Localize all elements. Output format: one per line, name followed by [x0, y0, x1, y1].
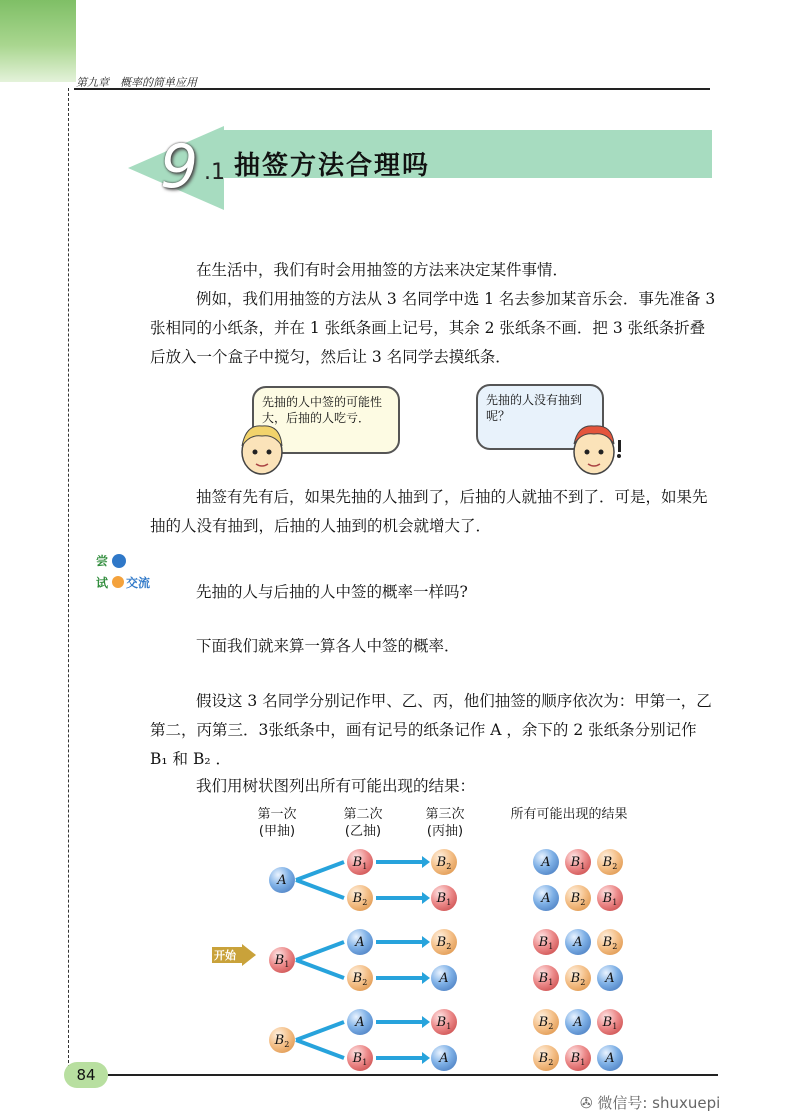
paragraph-calc: 下面我们就来算一算各人中签的概率．	[196, 637, 460, 655]
paragraph-example: 例如，我们用抽签的方法从 3 名同学中选 1 名去参加某音乐会．事先准备 3 张相同的小纸条，并在 1 张纸条画上记号，其余 2 张纸条不画．把 3 张纸条折叠后放入一个盒子中搅匀，然后让 3 名同学去摸纸条．	[150, 290, 716, 366]
margin-dashed-line	[68, 88, 69, 1068]
branch-line-2-2	[296, 960, 344, 978]
badge-char-3: 交流	[126, 576, 151, 590]
result-ball-1-3: B 2	[597, 849, 623, 875]
branch-line-2-1	[296, 942, 344, 960]
arrow-head-3-2	[422, 1052, 430, 1064]
chapter-header: 第九章 概率的简单应用	[76, 76, 197, 89]
section-subnumber: .1	[204, 160, 225, 185]
tree-node-third-2-1: B 2	[431, 929, 457, 955]
result-ball-3-3: B 2	[597, 929, 623, 955]
start-label: 开始	[214, 949, 236, 962]
tree-node-third-3-1: B 1	[431, 1009, 457, 1035]
arrow-head-1-2	[422, 892, 430, 904]
tree-header-2	[330, 806, 396, 840]
badge-char-2: 试	[96, 576, 109, 590]
tree-header-3-sub: (丙抽)	[426, 824, 464, 839]
tree-node-first-3: B 2	[269, 1027, 295, 1053]
result-ball-1-2: B 1	[565, 849, 591, 875]
tree-header-1	[244, 806, 310, 840]
result-ball-1-1: A	[533, 849, 559, 875]
paragraph-order: 抽签有先有后，如果先抽的人抽到了，后抽的人就抽不到了．可是，如果先抽的人没有抽到，后抽的人抽到的机会就增大了．	[150, 488, 708, 535]
result-ball-3-2: A	[565, 929, 591, 955]
result-ball-5-2: A	[565, 1009, 591, 1035]
arrow-head-3-1	[422, 1016, 430, 1028]
tree-header-2-label: 第二次	[343, 807, 383, 822]
corner-decoration	[0, 0, 76, 82]
section-title: 抽签方法合理吗	[234, 151, 431, 181]
tree-node-first-2: B 1	[269, 947, 295, 973]
result-ball-2-2: B 2	[565, 885, 591, 911]
page-number: 84	[64, 1062, 108, 1088]
branch-line-1-2	[296, 880, 344, 898]
question-text: 先抽的人与后抽的人中签的概率一样吗?	[196, 583, 468, 601]
watermark	[580, 1092, 720, 1113]
tree-node-second-3-2: B 1	[347, 1045, 373, 1071]
result-ball-4-3: A	[597, 965, 623, 991]
tree-node-third-1-2: B 1	[431, 885, 457, 911]
result-ball-4-2: B 2	[565, 965, 591, 991]
branch-line-3-1	[296, 1022, 344, 1040]
tree-header-4	[494, 806, 644, 823]
branch-line-3-2	[296, 1040, 344, 1058]
result-ball-2-3: B 1	[597, 885, 623, 911]
tree-node-third-2-2: A	[431, 965, 457, 991]
paragraph-intro: 在生活中，我们有时会用抽签的方法来决定某件事情．	[196, 261, 569, 279]
badge-char-1: 尝	[96, 554, 109, 568]
boy-character-icon	[236, 418, 288, 478]
tree-header-1-sub: (甲抽)	[258, 824, 296, 839]
result-ball-3-1: B 1	[533, 929, 559, 955]
tree-header-4-label: 所有可能出现的结果	[510, 807, 628, 822]
girl-character-icon	[566, 414, 628, 478]
speech-bubble-left: 先抽的人中签的可能性大，后抽的人吃亏．	[252, 386, 400, 454]
footer-rule	[108, 1074, 718, 1076]
result-ball-4-1: B 1	[533, 965, 559, 991]
result-ball-5-3: B 1	[597, 1009, 623, 1035]
paragraph-tree-intro: 我们用树状图列出所有可能出现的结果：	[196, 777, 476, 795]
tree-node-second-1-2: B 2	[347, 885, 373, 911]
tree-node-second-2-2: B 2	[347, 965, 373, 991]
badge-dot-orange	[112, 576, 124, 588]
result-ball-2-1: A	[533, 885, 559, 911]
tree-header-2-sub: (乙抽)	[344, 824, 382, 839]
badge-dot-blue	[112, 554, 126, 568]
wechat-icon: ✇	[580, 1094, 598, 1112]
arrow-head-2-1	[422, 936, 430, 948]
try-exchange-badge	[92, 552, 158, 596]
result-ball-5-1: B 2	[533, 1009, 559, 1035]
paragraph-assumption: 假设这 3 名同学分别记作甲、乙、丙，他们抽签的顺序依次为：甲第一，乙第二，丙第三．3张纸条中，画有记号的纸条记作 A ，余下的 2 张纸条分别记作 B₁ 和 B₂ ．	[150, 692, 712, 768]
speech-bubble-right: 先抽的人没有抽到呢？	[476, 384, 604, 450]
tree-header-1-label: 第一次	[257, 807, 297, 822]
header-rule	[74, 88, 710, 90]
tree-node-second-2-1: A	[347, 929, 373, 955]
tree-node-third-1-1: B 2	[431, 849, 457, 875]
tree-node-second-1-1: B 1	[347, 849, 373, 875]
watermark-text: 微信号: shuxuepi	[597, 1094, 721, 1112]
tree-header-3-label: 第三次	[425, 807, 465, 822]
tree-node-second-3-1: A	[347, 1009, 373, 1035]
arrow-head-2-2	[422, 972, 430, 984]
branch-line-1-1	[296, 862, 344, 880]
result-ball-6-3: A	[597, 1045, 623, 1071]
result-ball-6-1: B 2	[533, 1045, 559, 1071]
tree-node-first-1: A	[269, 867, 295, 893]
arrow-head-1-1	[422, 856, 430, 868]
tree-header-3	[412, 806, 478, 840]
result-ball-6-2: B 1	[565, 1045, 591, 1071]
tree-node-third-3-2: A	[431, 1045, 457, 1071]
section-number: 9	[160, 132, 199, 202]
